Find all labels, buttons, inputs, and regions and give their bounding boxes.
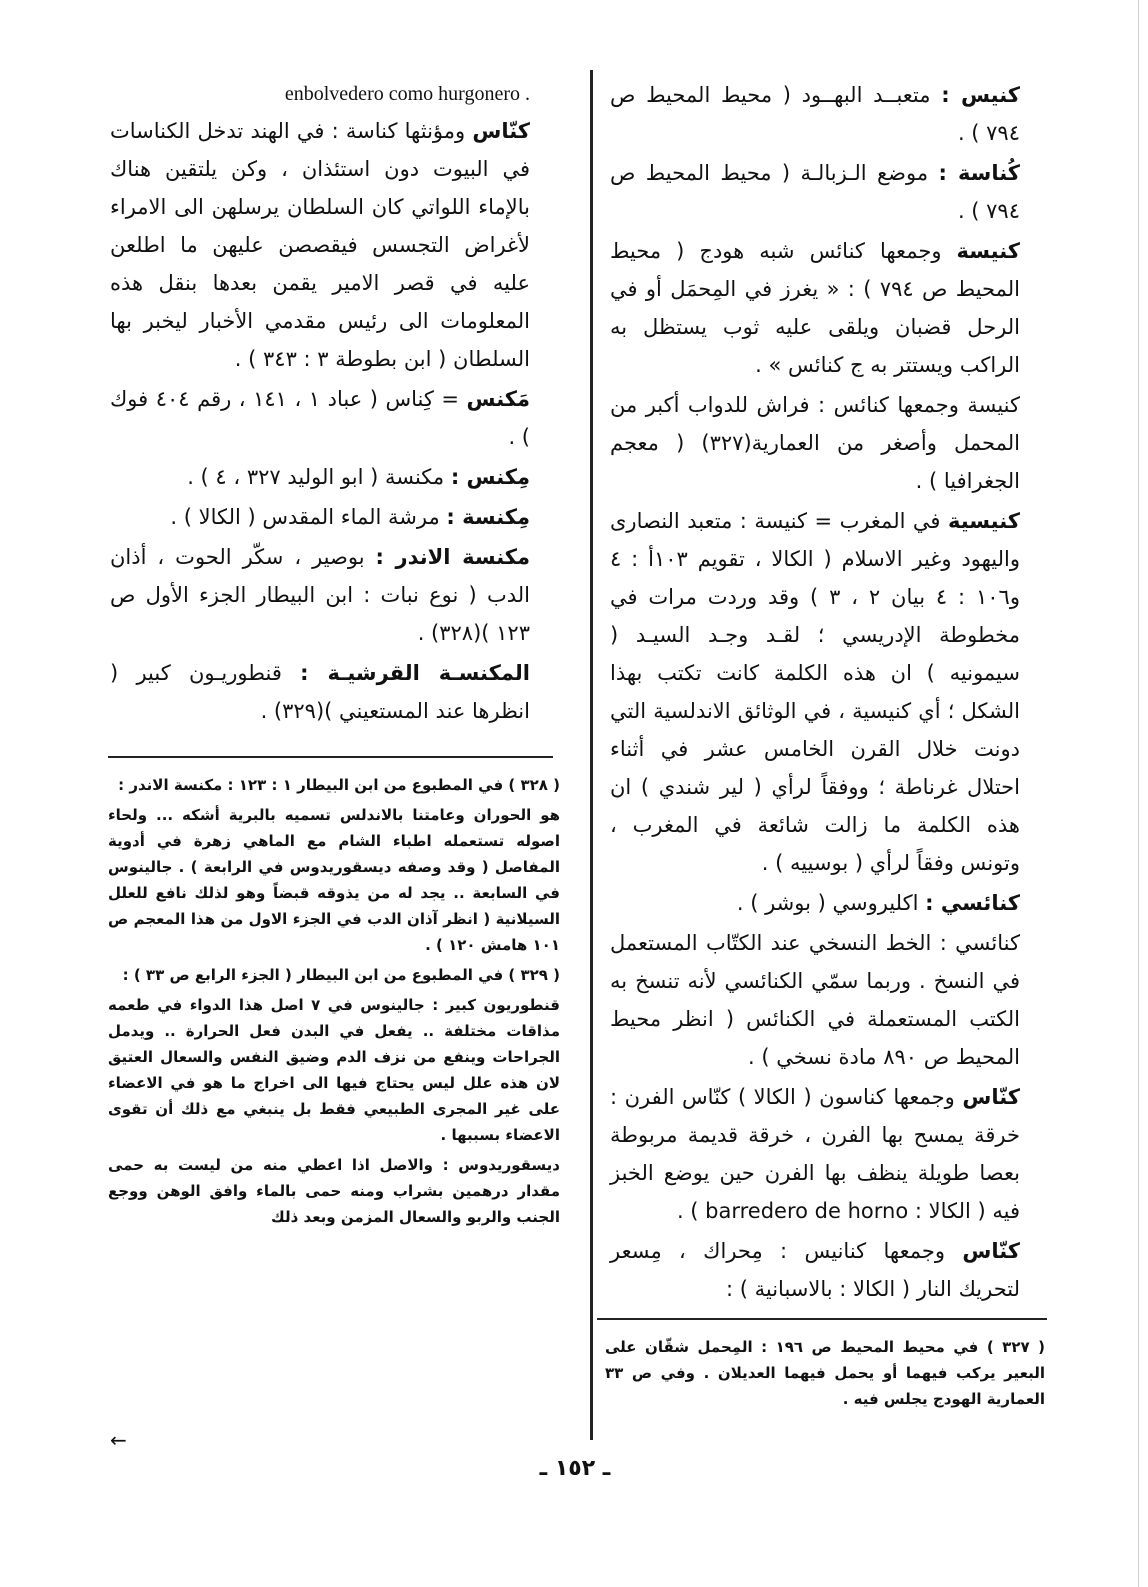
- entry-text: مرشة الماء المقدس ( الكالا ) .: [170, 505, 447, 529]
- headword: كنيسية: [947, 509, 1020, 533]
- entry-text: وجمعها كنائس شبه هودج ( محيط المحيط ص ٧٩٤ ) : « يغرز في المِحمَل أو في الرحل قضبان ويلقى عليه ثوب يستظل به الراكب ويستتر به ج كنائس » .: [610, 239, 1020, 377]
- latin-fragment: enbolvedero como hurgonero .: [284, 83, 530, 105]
- continuation-arrow-icon: ←: [110, 1428, 127, 1452]
- entry: [610, 502, 1020, 882]
- headword: مَكنس: [466, 387, 530, 411]
- entry: [110, 380, 530, 456]
- entry-text: وجمعها كناسون ( الكالا ) كنّاس الفرن : خرقة يمسح بها الفرن ، خرقة قديمة مربوطة بعصا طويلة ينظف بها الفرن حين يوضع الخبز فيه ( الكالا : barredero de horno ) .: [610, 1085, 1020, 1223]
- entry-text: قنطوريـون كبير ( انظرها عند المستعيني )(٣٢٩) .: [110, 661, 530, 723]
- footnote: قنطوريون كبير : جالينوس في ٧ اصل هذا الدواء في طعمه مذاقات مختلفة .. يفعل في البدن فعل الحرارة .. ويدمل الجراحات وينفع من نزف الدم وضيق النفس والسعال العتيق لان هذه علل ليس يحتاج فيها الى اخراج ما هو في الاعضاء على غير المجرى الطبيعي فقط بل ينبغي مع ذلك أن تقوى الاعضاء بسببها .: [108, 996, 560, 1144]
- entry-text: = كِناس ( عباد ١ ، ١٤١ ، رقم ٤٠٤ فوك ) .: [110, 387, 530, 449]
- footnote: هو الحوران وعامتنا بالاندلس تسميه بالبرية أشكه ... ولحاء اصوله تستعمله اطباء الشام مع الماهي زهرة في أدوية المفاصل ( وقد وصفه ديسقوريدوس في الرابعة ) . جالينوس في السابعة .. يجد له من يذوقه قبضاً وهو لذلك نافع للعلل السيلانية ( انظر آذان الدب في الجزء الاول من هذا المعجم ص ١٠١ هامش ١٢٠ ) .: [108, 806, 560, 954]
- entry: [610, 924, 1020, 1076]
- headword: كنّاس: [472, 119, 530, 143]
- headword: مِكنسة :: [446, 505, 530, 529]
- entry-text: بوصير ، سكّر الحوت ، أذان الدب ( نوع نبات : ابن البيطار الجزء الأول ص ١٢٣ )(٣٢٨) .: [110, 545, 530, 645]
- entry-text: كنائسي : الخط النسخي عند الكتّاب المستعمل في النسخ . وربما سمّي الكنائسي لأنه تنسخ به الكتب المستعملة في الكنائس ( انظر محيط المحيط ص ٨٩٠ مادة نسخي ) .: [610, 931, 1020, 1069]
- entry: [610, 154, 1020, 230]
- entry: [610, 76, 1020, 152]
- entry-text: في المغرب = كنيسة : متعبد النصارى واليهود وغير الاسلام ( الكالا ، تقويم ١٠٣أ : ٤ و١٠٦ : ٤ بيان ٢ ، ٣ ) وقد وردت مرات في مخطوطة الإدريسي ؛ لقـد وجـد السيـد ( سيمونيه ) ان هذه الكلمة كانت تكتب بهذا الشكل ؛ أي كنيسية ، في الوثائق الاندلسية التي دونت خلال القرن الخامس عشر في أثناء احتلال غرناطة ؛ ووفقاً لرأي ( لير شندي ) ان هذه الكلمة ما زالت شائعة في المغرب ، وتونس وفقاً لرأي ( بوسييه ) .: [610, 509, 1020, 875]
- scan-edge-line: [1138, 0, 1139, 1587]
- footnote-divider-right: [597, 1318, 1047, 1320]
- headword: كنائسي :: [925, 891, 1020, 915]
- entry: [110, 112, 530, 378]
- headword: كُناسة :: [938, 161, 1021, 185]
- entry-text: متعبــد البهــود ( محيط المحيط ص ٧٩٤ ) .: [610, 83, 1020, 145]
- footnote: ( ٣٢٨ ) في المطبوع من ابن البيطار ١ : ١٢٣ : مكنسة الاندر :: [118, 776, 560, 794]
- entry: [110, 498, 530, 536]
- headword: كنيس :: [941, 83, 1020, 107]
- left-column: [110, 112, 530, 732]
- headword: كنيسة: [956, 239, 1020, 263]
- headword: مكنسة الاندر :: [375, 545, 530, 569]
- footnotes-right: [605, 1334, 1045, 1416]
- entry-text: ومؤنثها كناسة : في الهند تدخل الكناسات في البيوت دون استئذان ، وكن يلتقين هناك بالإماء اللواتي كان السلطان يرسلهن الى الامراء لأغراض التجسس فيقصصن عليهن ما اطلعن عليه في قصر الامير يقمن بعدها بنقل هذه المعلومات الى رئيس مقدمي الأخبار ليخبر بها السلطان ( ابن بطوطة ٣ : ٣٤٣ ) .: [110, 119, 530, 371]
- headword: كنّاس: [962, 1085, 1020, 1109]
- headword: مِكنس :: [450, 465, 530, 489]
- entry: [110, 458, 530, 496]
- footnote: ( ٣٢٩ ) في المطبوع من ابن البيطار ( الجزء الرابع ص ٣٣ ) :: [122, 966, 560, 984]
- entry: [610, 884, 1020, 922]
- page-number: ـ ١٥٢ ـ: [539, 1456, 611, 1481]
- entry-text: وجمعها كنانيس : مِحراك ، مِسعر لتحريك النار ( الكالا : بالاسبانية ) :: [610, 1239, 1020, 1301]
- entry: [610, 1232, 1020, 1308]
- entry: [110, 538, 530, 652]
- entry: [110, 654, 530, 730]
- entry-text: مكنسة ( ابو الوليد ٣٢٧ ، ٤ ) .: [187, 465, 451, 489]
- right-column: [610, 76, 1020, 1310]
- headword: المكنسـة القرشيـة :: [300, 661, 530, 685]
- footnote: ( ٣٢٧ ) في محيط المحيط ص ١٩٦ : المِحمل شقّان على البعير يركب فيهما أو يحمل فيهما العديلان . وفي ص ٣٣ العمارية الهودج يجلس فيه .: [605, 1338, 1045, 1408]
- footnotes-left: [108, 772, 560, 1234]
- headword: كنّاس: [962, 1239, 1020, 1263]
- entry-text: موضع الـزبالـة ( محيط المحيط ص ٧٩٤ ) .: [610, 161, 1020, 223]
- footnote-divider-left: [108, 756, 553, 758]
- entry: [610, 1078, 1020, 1230]
- entry: [610, 232, 1020, 384]
- column-divider: [590, 70, 593, 1440]
- entry-text: كنيسة وجمعها كنائس : فراش للدواب أكبر من المحمل وأصغر من العمارية(٣٢٧) ( معجم الجغرافيا ) .: [610, 393, 1020, 493]
- footnote: ديسقوريدوس : والاصل اذا اعطي منه من ليست به حمى مقدار درهمين بشراب ومنه حمى بالماء وافق الوهن ووجع الجنب والربو والسعال المزمن وبعد ذلك: [108, 1156, 560, 1226]
- entry-text: اكليروسي ( بوشر ) .: [736, 891, 926, 915]
- entry: [610, 386, 1020, 500]
